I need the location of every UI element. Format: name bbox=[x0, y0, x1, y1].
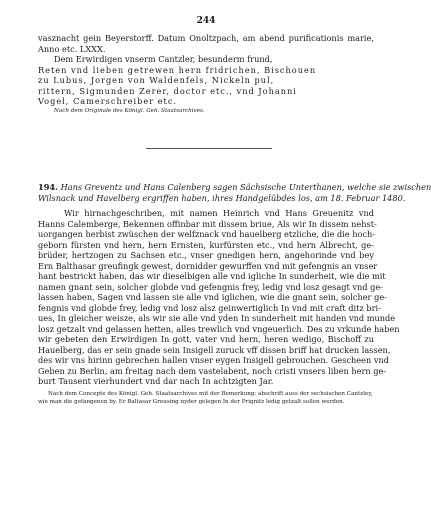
document-194 bbox=[38, 182, 431, 407]
address-line: rittern, Sigmunden Zerer, doctor etc., vnd Johanni bbox=[38, 85, 297, 96]
body-line: ues, In gleicher weisze, als wir sie alle vnd yden In sunderheit mit handen vnd munde bbox=[38, 313, 396, 323]
body-line: losz getzalt vnd gelassen hetten, alles trewlich vnd vngeuerlich. Des zu vrkunde haben bbox=[38, 323, 400, 334]
body-line: burt Tausent vierhundert vnd dar nach In achtzigten Jar. bbox=[38, 376, 274, 386]
body-line: Ern Balthasar greufingk gewest, dornidder gewurffen vnd mit gefengnis an vnser bbox=[38, 260, 378, 271]
section-divider bbox=[146, 148, 272, 149]
body-line: brüder, hertzogen zu Sachsen etc., vnser gnedigen hern, angehorinde vnd bey bbox=[38, 250, 374, 260]
body-line: lassen haben, Sagen vnd lassen sie alle vnd iglichen, wie die gnant sein, solcher ge- bbox=[38, 292, 387, 302]
body-line: namen gnant sein, solcher globde vnd gefengnis frey, ledig vnd losz gesagt vnd ge- bbox=[38, 281, 383, 292]
document-heading bbox=[38, 193, 406, 204]
body-line: Wir hirnachgeschriben, mit namen Heinrich vnd Hans Greuenitz vnd bbox=[64, 208, 374, 218]
body-line: wir gebeten den Erwirdigen In gott, vater vnd hern, heren wedigo, Bischoff zu bbox=[38, 334, 374, 344]
document-number: 194. bbox=[38, 182, 58, 192]
address-line: Vogel, Camerschreiber etc. bbox=[38, 96, 178, 106]
source-note: Nach dem Originale des Königl. Geh. Staatsarchives. bbox=[54, 107, 205, 114]
body-line: uorgangen herbist zwüschen der welfznack vnd hauelberg etzliche, die die hoch- bbox=[38, 229, 376, 239]
previous-document-end bbox=[38, 33, 374, 116]
body-line: des wir vns hirinn gebrechen hallen vnser eygen Insigell gebrouchen. Gescheen vnd bbox=[38, 355, 390, 365]
note-line: wie man die gefangenen by. Er Baltasar Greusing nyder gelegen In der Prignitz ledig getzalt sollen werden. bbox=[38, 399, 345, 405]
note-line: Nach dem Concepte des Königl. Geh. Staatsarchives mit der Bemerkung: abschrift auss der sechsischen Cantzley, bbox=[48, 390, 373, 397]
body-line: fengnis vnd globde frey, ledig vnd losz alsz geinwertiglich In vnd mit craft ditz bri- bbox=[38, 302, 381, 313]
text-line: Anno etc. LXXX. bbox=[38, 43, 106, 54]
body-line: geborn fürsten vnd hern, hern Ernsten, kurfürsten etc., vnd hern Albrecht, ge- bbox=[38, 239, 374, 250]
body-line: Hauelberg, das er sein gnade sein Insigell zuruck vff dissen briff hat drucken lassen, bbox=[38, 344, 391, 355]
page-number: 244 bbox=[196, 16, 216, 26]
text-line: vasznacht gein Beyerstorff. Datum Onoltzpach, am abend purificationis marie, bbox=[38, 33, 374, 43]
document-title: Wilsnack und Havelberg ergriffen haben, ihres Handgelübdes los, am 18. Februar 1480. bbox=[38, 193, 406, 203]
body-line: hant bestrickt haben, das wir dieselbigen alle vnd igliche In sunderheit, wie die mit bbox=[38, 271, 386, 281]
archival-note bbox=[38, 390, 374, 407]
address-line: Dem Erwirdigen vnserm Cantzler, besunderm frund, bbox=[54, 54, 273, 64]
document-title: Hans Greventz und Hans Calenberg sagen Sächsische Unterthanen, welche sie zwischen bbox=[60, 182, 431, 192]
address-line: Reten vnd lieben getrewen hern fridrichen, Bischouen bbox=[38, 64, 317, 75]
document-heading bbox=[38, 182, 431, 193]
address-line: zu Lubus, Jorgen von Waldenfels, Nickeln pul, bbox=[38, 75, 275, 85]
document-body bbox=[38, 208, 400, 387]
body-line: Hanns Calemberge, Bekennen offinbar mit dissem briue, Als wir In dissem nehst- bbox=[38, 218, 377, 229]
body-line: Geben zu Berlin, am freitag nach dem vastelabent, noch cristi vnsers liben hern ge- bbox=[38, 365, 387, 376]
